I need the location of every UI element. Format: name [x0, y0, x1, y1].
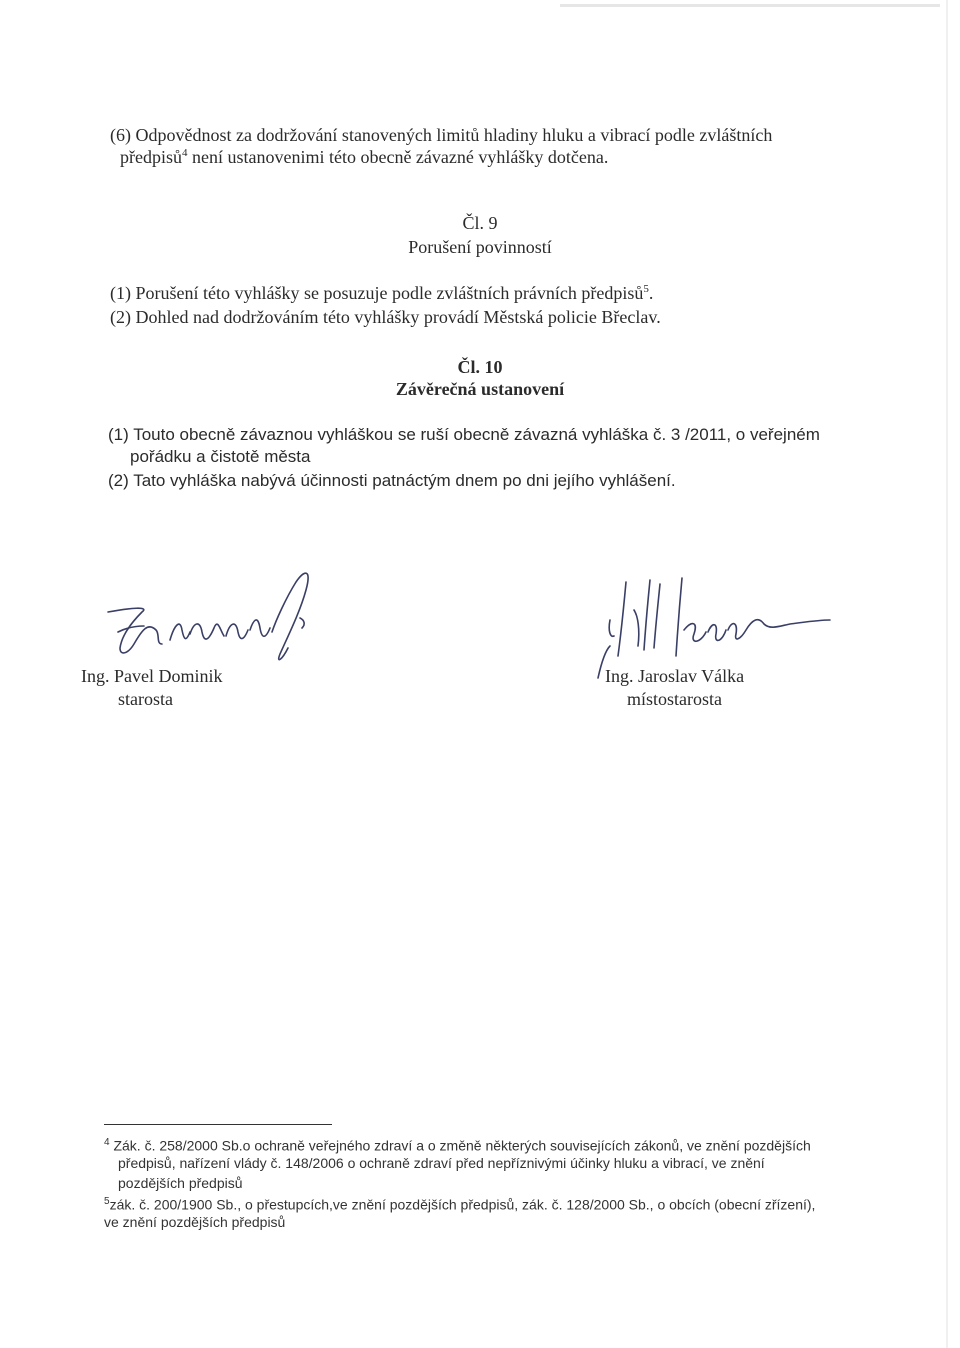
- art8-p6-text-a: (6) Odpovědnost za dodržování stanovených limitů hladiny hluku a vibrací podle zvláštních: [110, 125, 773, 145]
- art10-paragraph-1-line2: pořádku a čistotě města: [130, 447, 311, 466]
- footnote-5-line1: $^5$zák. č. 200/1900 Sb., o přestupcích,ve znění pozdějších předpisů, zák. č. 128/2000 Sb., o obcích (obecní zřízení),: [104, 1196, 816, 1213]
- art8-paragraph-6-line1: [110, 124, 772, 146]
- footnote-4-line3: pozdějších předpisů: [118, 1175, 243, 1191]
- footnote-ref-4: 4: [182, 147, 188, 159]
- art9-paragraph-1: (1) Porušení této vyhlášky se posuzuje podle zvláštních právních předpisů$^5$.: [110, 283, 654, 303]
- art8-paragraph-6-line2: [120, 146, 608, 168]
- art8-p6-text-b2: není ustanovenimi této obecně závazné vyhlášky dotčena.: [187, 147, 609, 167]
- signature-left-image: [90, 560, 350, 670]
- art10-paragraph-1-line1: (1) Touto obecně závaznou vyhláškou se ruší obecně závazná vyhláška č. 3 /2011, o veřejném: [108, 425, 820, 444]
- footnote-5-line2: ve znění pozdějších předpisů: [104, 1214, 286, 1230]
- footnote-5-mark: 5: [104, 1196, 110, 1207]
- scan-edge-top: [560, 4, 940, 7]
- footnote-4-line1: $^4$ Zák. č. 258/2000 Sb.o ochraně veřejného zdraví a o změně některých souvisejících zákonů, ve znění pozdějších: [104, 1137, 811, 1154]
- footnote-4-mark: 4: [104, 1137, 110, 1148]
- art10-heading: Čl. 10: [457, 357, 503, 377]
- footnote-4-line2: předpisů, nařízení vlády č. 148/2006 o ochraně zdraví před nepříznivými účinky hluku a vibrací, ve znění: [118, 1155, 765, 1171]
- signature-right-role: místostarosta: [627, 689, 722, 709]
- footnote-ref-5: 5: [643, 283, 649, 295]
- signature-right-name: Ing. Jaroslav Válka: [605, 666, 745, 686]
- art10-paragraph-2: (2) Tato vyhláška nabývá účinnosti patnáctým dnem po dni jejího vyhlášení.: [108, 471, 676, 490]
- art10-title: Závěrečná ustanovení: [395, 379, 565, 399]
- footnote-separator: [104, 1124, 332, 1125]
- art8-p6-text-b1: předpisů: [120, 147, 182, 167]
- signature-left-name: Ing. Pavel Dominik: [81, 666, 223, 686]
- art9-heading: Čl. 9: [462, 213, 498, 233]
- scan-edge-right: [946, 0, 948, 1348]
- signature-left-role: starosta: [118, 689, 173, 709]
- art9-paragraph-2: (2) Dohled nad dodržováním této vyhlášky provádí Městská policie Břeclav.: [110, 307, 661, 327]
- art9-title: Porušení povinností: [408, 237, 552, 257]
